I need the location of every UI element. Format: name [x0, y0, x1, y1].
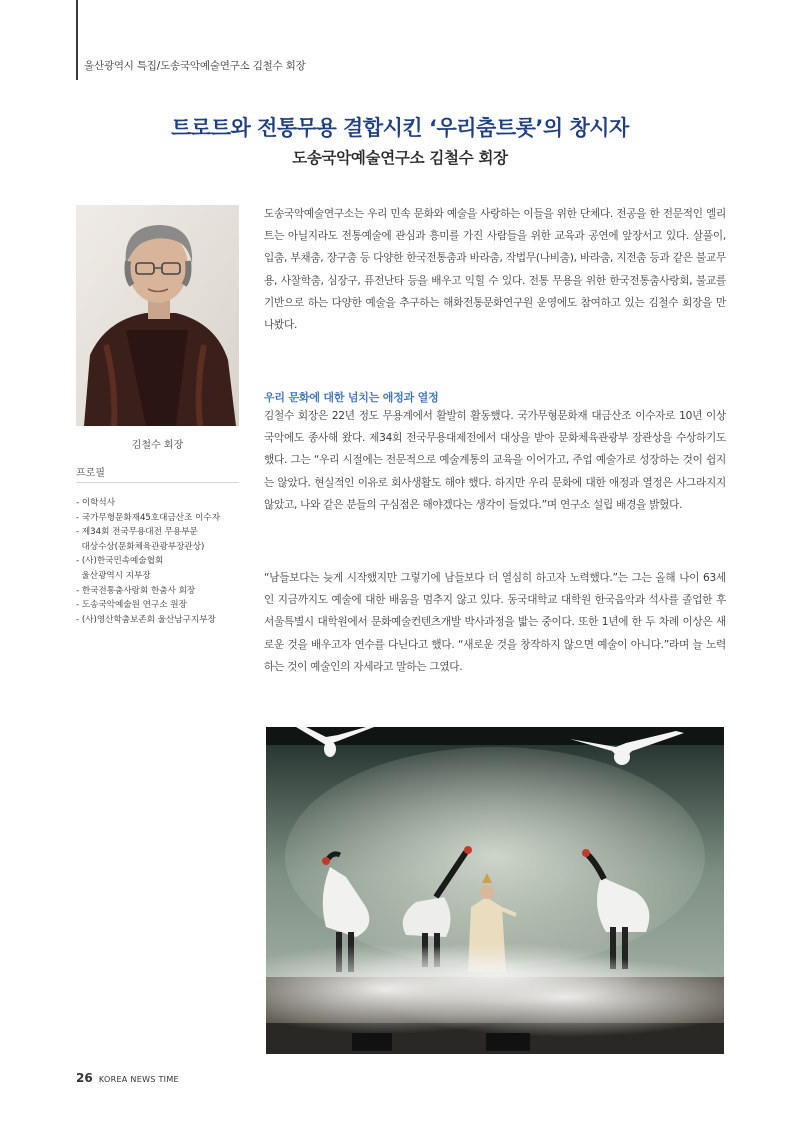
- profile-item: - 한국전통춤사랑회 한춤사 회장: [76, 585, 196, 596]
- section-heading: 우리 문화에 대한 넘치는 애정과 열정: [264, 391, 439, 404]
- portrait-photo: [76, 205, 239, 426]
- profile-item: - 국가무형문화재45호대금산조 이수자: [76, 512, 221, 523]
- magazine-name: KOREA NEWS TIME: [98, 1075, 179, 1084]
- profile-divider: [76, 482, 239, 483]
- article-title: 트로트와 전통무용 결합시킨 ‘우리춤트롯’의 창시자: [171, 116, 629, 140]
- article-paragraph-1: 도송국악예술연구소는 우리 민속 문화와 예술을 사랑하는 이들을 위한 단체다. 전공을 한 전문적인 엘리트는 아닐지라도 전통예술에 관심과 흥미를 가진 사람들을 위한 교육과 공연에 앞장서고 있다. 살풀이, 입춤, 부채춤, 장구춤 등 다양한 한국전통춤과 바라춤, 작법무(나비춤), 바라춤, 지전춤 등과 같은 불교무용, 사찰학춤, 심장구, 퓨전난타 등을 배우고 익힐 수 있다. 전통 무용을 위한 한국전통춤사랑회, 불교를 기반으로 하는 다양한 예술을 추구하는 해화전통문화연구원 운영에도 참여하고 있는 김철수 회장을 만나봤다.: [264, 208, 726, 332]
- section-label: 울산광역시 특집/도송국악예술연구소 김철수 회장: [84, 60, 306, 72]
- performance-photo: [266, 727, 724, 1054]
- article-subtitle: 도송국악예술연구소 김철수 회장: [292, 149, 508, 167]
- article-paragraph-3: “남들보다는 늦게 시작했지만 그렇기에 남들보다 더 열심히 하고자 노력했다.”는 그는 올해 나이 63세인 지금까지도 예술에 대한 배움을 멈추지 않고 있다. 동국대학교 대학원 한국음악과 석사를 졸업한 후 서울특별시 대학원에서 문화예술컨텐츠개발 박사과정을 밟는 중이다. 또한 1년에 한 두 차례 이상은 새로운 것을 배우고자 연수를 다닌다고 했다. “새로운 것을 창작하지 않으면 예술이 아니다.”라며 늘 노력하는 것이 예술인의 자세라고 말하는 그였다.: [264, 572, 726, 673]
- profile-list: [76, 496, 246, 627]
- profile-item: - (사)한국민속예술협회: [76, 556, 164, 567]
- profile-title: 프로필: [76, 468, 105, 479]
- page-footer: [76, 1071, 179, 1085]
- profile-item: - 도송국악예술원 연구소 원장: [76, 600, 187, 611]
- profile-item: 울산광역시 지부장: [76, 570, 151, 581]
- profile-item: - 제34회 전국무용대전 무용부문: [76, 527, 198, 538]
- profile-item: - (사)영산학춤보존회 울산남구지부장: [76, 614, 216, 625]
- profile-item: 대상수상(문화체육관광부장관상): [76, 541, 205, 552]
- profile-item: - 이학석사: [76, 498, 116, 508]
- page-number: 26: [76, 1071, 93, 1085]
- section-rule: [76, 0, 78, 80]
- photo-caption: 김철수 회장: [131, 440, 184, 451]
- article-paragraph-2: 김철수 회장은 22년 정도 무용계에서 활발히 활동했다. 국가무형문화재 대금산조 이수자로 10년 이상 국악에도 종사해 왔다. 제34회 전국무용대제전에서 대상을 받아 문화체육관광부 장관상을 수상하기도 했다. 그는 “우리 시절에는 전문적으로 예술계통의 교육을 이어가고, 주업 예술가로 성장하는 것이 쉽지는 않았다. 현실적인 이유로 회사생활도 해야 했다. 하지만 우리 문화에 대한 애정과 열정은 사그라지지 않았고, 나와 같은 분들의 구심점은 해야겠다는 생각이 들었다.”며 연구소 설립 배경을 밝혔다.: [264, 410, 726, 511]
